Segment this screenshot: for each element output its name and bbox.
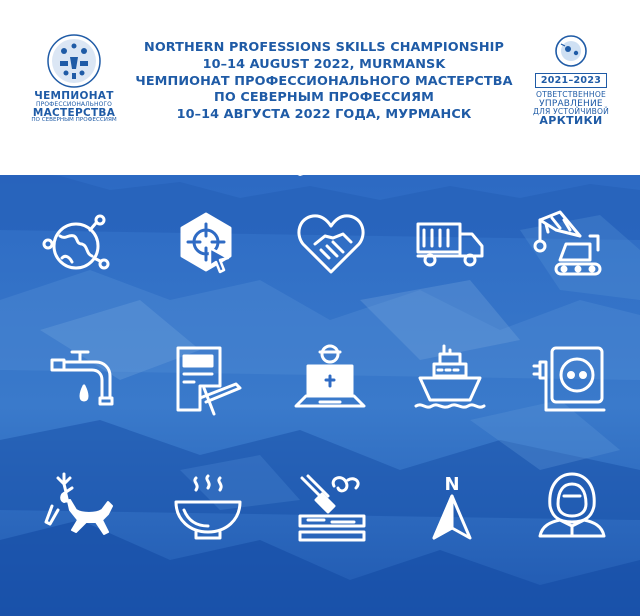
globe-network-icon [38, 206, 114, 282]
soldering-iron-document-icon [170, 340, 246, 416]
title-ru-line2: ПО СЕВЕРНЫМ ПРОФЕССИЯМ [214, 90, 434, 106]
woodworking-plane-icon [294, 470, 370, 546]
ship-icon [412, 340, 488, 416]
logo-right-line4: АРКТИКИ [539, 113, 603, 127]
dump-truck-icon [412, 206, 488, 282]
logo-right-line1: ОТВЕТСТВЕННОЕ [535, 90, 606, 99]
operator-at-computer-icon [292, 340, 368, 416]
water-pipe-faucet-icon [44, 340, 120, 416]
arctic-globe-icon [549, 34, 593, 68]
event-title-block [120, 40, 528, 124]
crane-excavator-icon [530, 206, 606, 282]
logo-right-line2: УПРАВЛЕНИЕ [539, 98, 603, 109]
date-en: 10–14 AUGUST 2022, MURMANSK [202, 56, 446, 72]
arctic-council-logo [530, 34, 612, 125]
target-cursor-icon [168, 206, 244, 282]
title-en: NORTHERN PROFESSIONS SKILLS CHAMPIONSHIP [144, 40, 504, 55]
logo-left-line1: ЧЕМПИОНАТ [34, 90, 114, 102]
logo-left-line4: ПО СЕВЕРНЫМ ПРОФЕССИЯМ [31, 117, 117, 123]
championship-emblem-icon [46, 33, 102, 89]
header [0, 0, 640, 175]
compass-letter: N [444, 474, 460, 495]
years-badge: 2021–2023 [535, 73, 607, 88]
logo-left-line3: МАСТЕРСТВА [32, 106, 116, 119]
championship-logo [30, 33, 118, 124]
steaming-bowl-icon [170, 470, 246, 546]
logo-left-line2: ПРОФЕССИОНАЛЬНОГО [36, 100, 112, 108]
date-ru: 10–14 АВГУСТА 2022 ГОДА, МУРМАНСК [176, 107, 472, 123]
power-socket-icon [532, 340, 608, 416]
title-ru-line1: ЧЕМПИОНАТ ПРОФЕССИОНАЛЬНОГО МАСТЕРСТВА [135, 73, 513, 89]
compass-north-icon [414, 470, 490, 546]
person-in-hood-icon [534, 466, 610, 542]
heart-handshake-icon [293, 206, 369, 282]
reindeer-icon [42, 466, 118, 542]
logo-right-line3: ДЛЯ УСТОЙЧИВОЙ [532, 107, 610, 117]
